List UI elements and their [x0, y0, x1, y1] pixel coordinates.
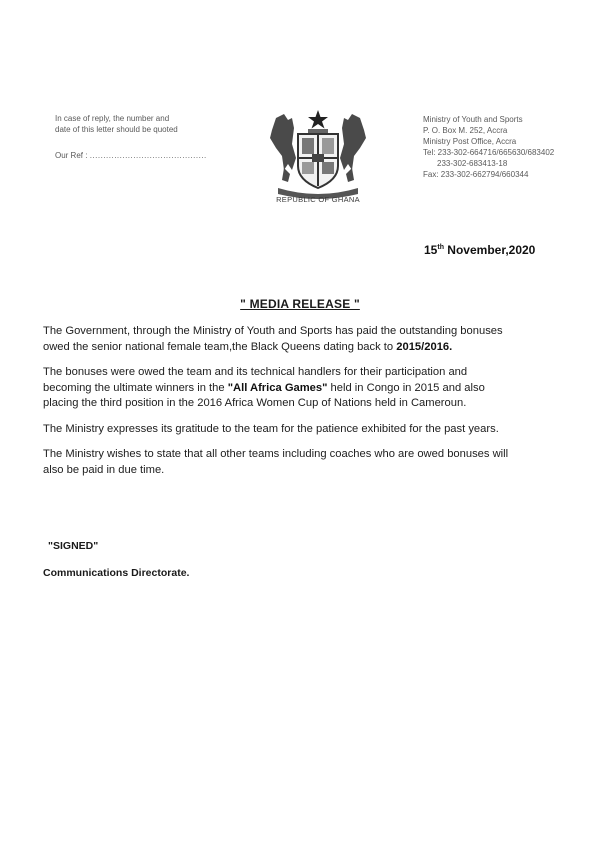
- our-ref: [55, 151, 230, 162]
- telephone: Tel: 233-302-664716/665630/683402: [423, 148, 555, 157]
- p1-line-1: The Government, through the Ministry of Youth and Sports has paid the outstanding bonuses: [43, 325, 503, 337]
- p4-line-1: The Ministry wishes to state that all other teams including coaches who are owed bonuses will: [43, 448, 509, 460]
- reply-instructions: [55, 114, 230, 162]
- p2-games-name: "All Africa Games": [227, 381, 328, 394]
- communications-directorate: Communications Directorate.: [43, 567, 190, 579]
- p1-line-2-text: owed the senior national female team,the Black Queens dating back to: [43, 340, 397, 353]
- po-box: P. O. Box M. 252, Accra: [423, 126, 508, 135]
- release-body: [43, 324, 573, 488]
- p1-line-2: [43, 340, 573, 356]
- p1-years: 2015/2016.: [396, 340, 453, 353]
- p2-line-2-post: held in Congo in 2015 and also: [327, 381, 485, 394]
- date-day: 15: [424, 243, 438, 257]
- paragraph-2: [43, 365, 573, 412]
- post-office: Ministry Post Office, Accra: [423, 137, 517, 146]
- paragraph-1: [43, 324, 573, 355]
- p3-line-1: The Ministry expresses its gratitude to the team for the patience exhibited for the past years.: [43, 422, 499, 435]
- telephone-2: 233-302-683413-18: [437, 159, 508, 168]
- paragraph-4: [43, 447, 573, 478]
- document-title: [0, 297, 600, 311]
- reply-note-line-2: date of this letter should be quoted: [55, 124, 178, 134]
- p4-line-2: also be paid in due time.: [43, 463, 165, 476]
- p2-line-2: [43, 381, 573, 397]
- p2-line-1: The bonuses were owed the team and its technical handlers for their participation and: [43, 366, 468, 378]
- ghana-coat-of-arms-icon: [262, 108, 374, 204]
- ministry-address: [423, 114, 598, 180]
- title-text: " MEDIA RELEASE ": [240, 297, 360, 311]
- p2-line-3: placing the third position in the 2016 Africa Women Cup of Nations held in Cameroun.: [43, 397, 467, 409]
- signed-mark: "SIGNED": [48, 540, 99, 552]
- p2-line-2-pre: becoming the ultimate winners in the: [43, 381, 228, 394]
- date-rest: November,2020: [443, 243, 536, 257]
- our-ref-dots: ...........................................: [89, 151, 207, 160]
- reply-note-line-1: In case of reply, the number and: [55, 114, 170, 123]
- ministry-name: Ministry of Youth and Sports: [423, 115, 523, 124]
- paragraph-3: [43, 422, 573, 438]
- date-suffix: th: [437, 244, 444, 251]
- emblem-caption: REPUBLIC OF GHANA: [276, 195, 360, 204]
- release-date: [424, 243, 535, 257]
- fax: Fax: 233-302-662794/660344: [423, 170, 529, 179]
- our-ref-label: Our Ref :: [55, 151, 88, 160]
